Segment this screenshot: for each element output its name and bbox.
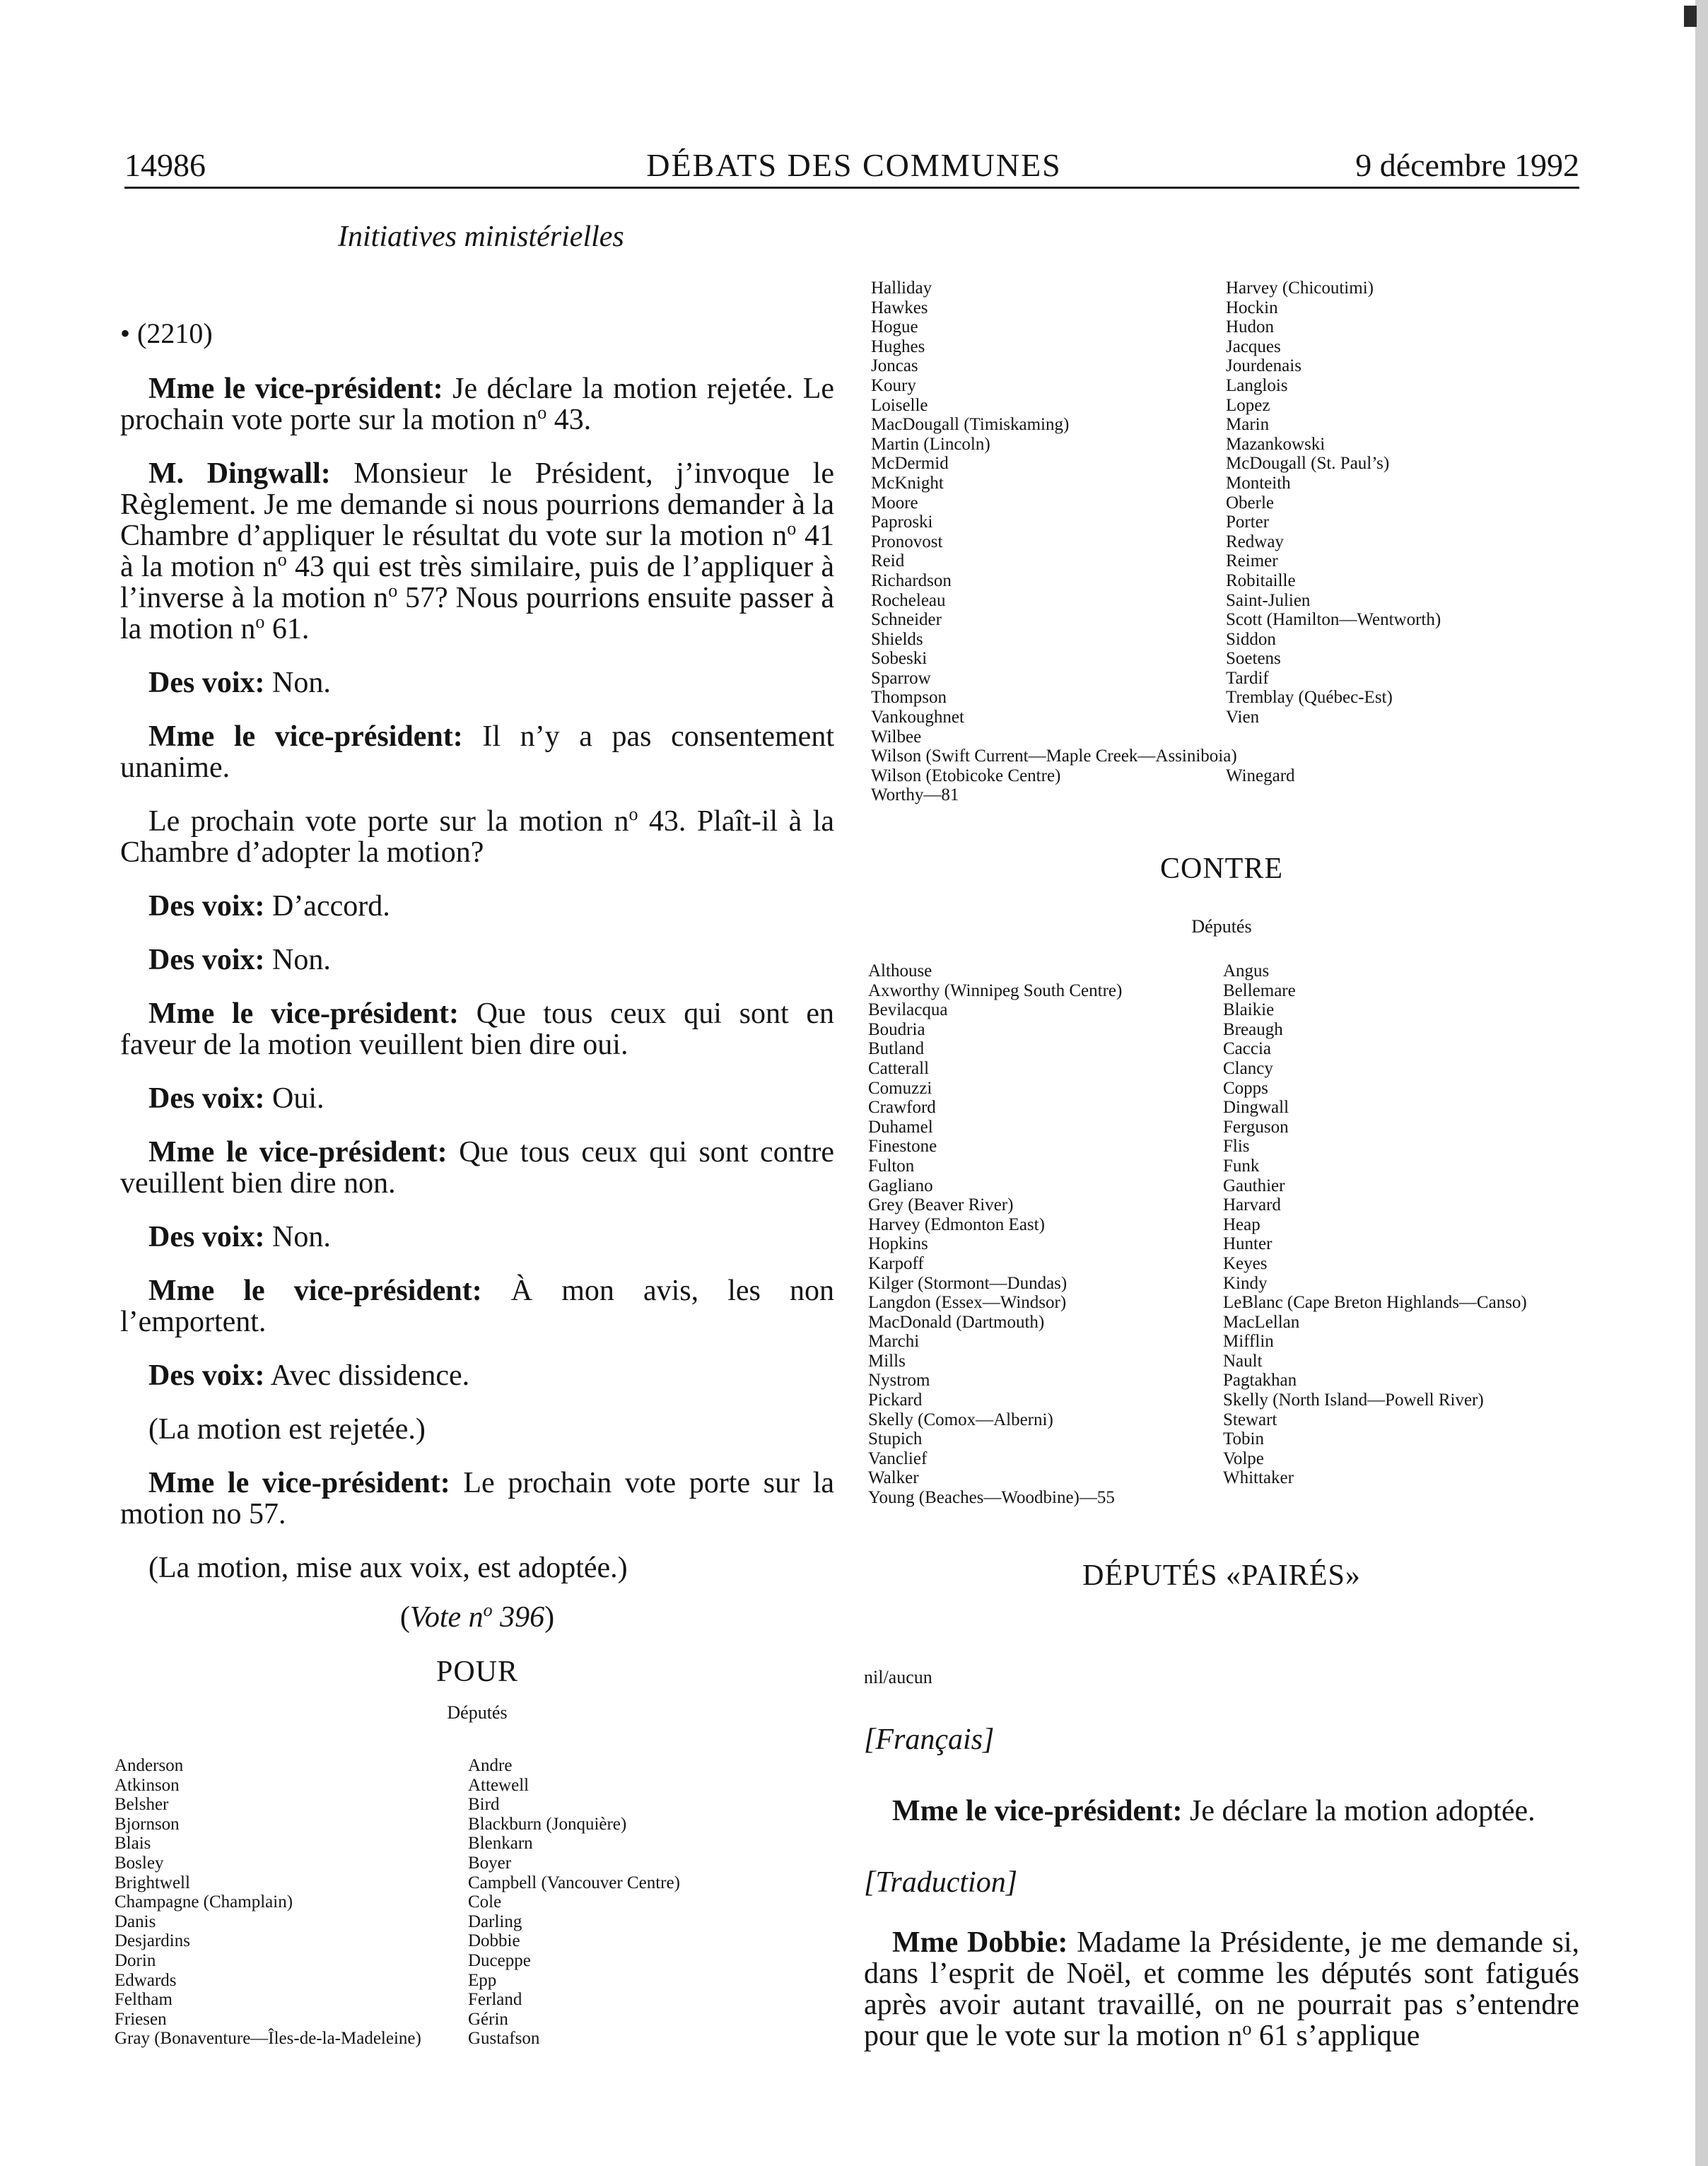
- member-name: Keyes: [1223, 1253, 1268, 1273]
- member-name: Mazankowski: [1226, 434, 1326, 454]
- paragraph: (La motion, mise aux voix, est adoptée.): [148, 1552, 628, 1584]
- member-name: Thompson: [871, 688, 947, 708]
- member-name: Anderson: [115, 1756, 184, 1775]
- speaker: Mme le vice-président:: [892, 1795, 1183, 1827]
- member-name: Walker: [868, 1468, 919, 1488]
- member-name: Gray (Bonaventure—Îles-de-la-Madeleine): [115, 2029, 421, 2049]
- member-name: Gérin: [468, 2009, 508, 2029]
- timestamp: • (2210): [120, 317, 213, 349]
- member-name: Belsher: [115, 1795, 169, 1815]
- pour-list-left: [115, 1756, 421, 2049]
- member-name: Tobin: [1223, 1429, 1264, 1449]
- member-name: Attewell: [468, 1775, 530, 1795]
- member-name: Tardif: [1226, 668, 1269, 688]
- member-name: Monteith: [1226, 473, 1291, 493]
- member-name: Epp: [468, 1970, 497, 1990]
- member-name: Skelly (North Island—Powell River): [1223, 1391, 1484, 1410]
- paragraph: Mme le vice-président: Je déclare la motion adoptée.: [892, 1795, 1536, 1827]
- speaker: Mme le vice-président:: [148, 373, 443, 405]
- speaker: Des voix:: [148, 1359, 265, 1392]
- member-name: Joncas: [871, 356, 918, 376]
- contre-heading: CONTRE: [1160, 853, 1283, 885]
- member-name: Wilson (Swift Current—Maple Creek—Assiniboia): [871, 747, 1237, 766]
- speaker: Des voix:: [148, 1082, 265, 1115]
- member-name: Harvey (Chicoutimi): [1226, 279, 1374, 298]
- publication-title: DÉBATS DES COMMUNES: [646, 147, 1062, 183]
- member-name: Reimer: [1226, 551, 1278, 571]
- member-name: Whittaker: [1223, 1468, 1294, 1488]
- member-name: Tremblay (Québec-Est): [1226, 688, 1393, 708]
- pour-list-continued-left: [871, 279, 1237, 805]
- member-name: Ferguson: [1223, 1117, 1289, 1137]
- member-name: MacDougall (Timiskaming): [871, 415, 1070, 435]
- speaker: Mme le vice-président:: [148, 1467, 450, 1499]
- member-name: Gustafson: [468, 2029, 540, 2049]
- vote-number: (Vote $n^o$ 396): [399, 1600, 555, 1634]
- member-name: Hogue: [871, 317, 918, 337]
- member-name: Cole: [468, 1892, 502, 1912]
- paragraph: (La motion est rejetée.): [148, 1413, 426, 1446]
- member-name: Harvey (Edmonton East): [868, 1214, 1045, 1234]
- member-name: Blackburn (Jonquière): [468, 1814, 627, 1834]
- member-name: Bevilacqua: [868, 1000, 948, 1020]
- member-name: McKnight: [871, 473, 944, 493]
- member-name: Bjornson: [115, 1814, 180, 1834]
- member-name: Grey (Beaver River): [868, 1195, 1014, 1215]
- member-name: Mills: [868, 1351, 906, 1371]
- member-name: Saint-Julien: [1226, 590, 1311, 610]
- contre-list-left: [868, 961, 1122, 1508]
- speaker: Mme le vice-président:: [148, 1275, 482, 1307]
- member-name: [1226, 785, 1441, 805]
- member-name: Nault: [1223, 1351, 1263, 1371]
- member-name: Stupich: [868, 1429, 923, 1449]
- member-name: Funk: [1223, 1156, 1260, 1176]
- francais-label: [Français]: [864, 1723, 995, 1756]
- member-name: Blaikie: [1223, 1000, 1275, 1020]
- pour-list-right: [468, 1756, 680, 2049]
- member-name: Marin: [1226, 415, 1270, 435]
- member-name: Koury: [871, 375, 916, 395]
- member-name: [1226, 747, 1441, 766]
- paragraph: Mme Dobbie: Madame la Présidente, je me demande si, dans l’esprit de Noël, et comme les députés sont fatigués après avoir autant travaillé, on ne pourrait pas s’entendre pour que le vote sur la motion $n^o$ 61 s’applique: [864, 1926, 1579, 2052]
- speaker: M. Dingwall:: [148, 457, 331, 490]
- paragraph: Des voix: Non.: [148, 667, 331, 699]
- member-name: Axworthy (Winnipeg South Centre): [868, 980, 1123, 1000]
- member-name: Jacques: [1226, 336, 1281, 356]
- member-name: Skelly (Comox—Alberni): [868, 1410, 1053, 1429]
- member-name: Rocheleau: [871, 590, 946, 610]
- member-name: Brightwell: [115, 1873, 190, 1892]
- member-name: Hockin: [1226, 298, 1278, 317]
- member-name: LeBlanc (Cape Breton Highlands—Canso): [1223, 1293, 1527, 1313]
- paragraph: Mme le vice-président: À mon avis, les non l’emportent.: [120, 1275, 834, 1338]
- member-name: [1226, 727, 1441, 747]
- member-name: Bosley: [115, 1853, 164, 1873]
- member-name: Loiselle: [871, 395, 928, 415]
- member-name: Feltham: [115, 1990, 172, 2010]
- header-rule: [124, 187, 1579, 189]
- paragraph: Des voix: Oui.: [148, 1082, 324, 1115]
- speaker: Mme le vice-président:: [148, 1136, 448, 1169]
- speaker: Des voix:: [148, 890, 265, 923]
- member-name: Richardson: [871, 570, 952, 590]
- page-number: 14986: [124, 147, 206, 183]
- member-name: Siddon: [1226, 629, 1276, 649]
- member-name: Atkinson: [115, 1775, 180, 1795]
- member-name: Comuzzi: [868, 1078, 932, 1098]
- member-name: Harvard: [1223, 1195, 1281, 1215]
- member-name: Caccia: [1223, 1039, 1272, 1059]
- member-name: Lopez: [1226, 395, 1270, 415]
- paragraph: Mme le vice-président: Le prochain vote porte sur la motion no 57.: [120, 1467, 834, 1530]
- member-name: Vien: [1226, 708, 1260, 727]
- member-name: [1223, 1488, 1527, 1508]
- paragraph: Mme le vice-président: Il n’y a pas consentement unanime.: [120, 720, 834, 784]
- left-column: [120, 318, 834, 1723]
- speaker: Des voix:: [148, 667, 265, 699]
- member-name: Karpoff: [868, 1253, 924, 1273]
- member-name: Gauthier: [1223, 1176, 1285, 1195]
- member-name: Bellemare: [1223, 980, 1296, 1000]
- member-name: Shields: [871, 629, 923, 649]
- pour-heading: POUR: [435, 1656, 519, 1688]
- member-name: Danis: [115, 1912, 156, 1931]
- member-name: Edwards: [115, 1970, 177, 1990]
- member-name: Schneider: [871, 610, 942, 630]
- member-name: Finestone: [868, 1137, 937, 1157]
- contre-list-right: [1223, 961, 1527, 1508]
- member-name: Friesen: [115, 2009, 167, 2029]
- paragraph: Des voix: Avec dissidence.: [148, 1359, 470, 1392]
- member-name: Oberle: [1226, 493, 1275, 513]
- member-name: Dorin: [115, 1950, 156, 1970]
- member-name: Stewart: [1223, 1410, 1277, 1429]
- member-name: Winegard: [1226, 766, 1295, 785]
- member-name: Hudon: [1226, 317, 1275, 337]
- paragraph: Mme le vice-président: Que tous ceux qui sont contre veuillent bien dire non.: [120, 1136, 834, 1200]
- member-name: Sobeski: [871, 649, 928, 669]
- member-name: Moore: [871, 493, 918, 513]
- member-name: Gagliano: [868, 1176, 933, 1195]
- traduction-label: [Traduction]: [864, 1866, 1018, 1899]
- member-name: Campbell (Vancouver Centre): [468, 1873, 680, 1892]
- member-name: Vankoughnet: [871, 708, 964, 727]
- member-name: Langlois: [1226, 375, 1288, 395]
- member-name: Volpe: [1223, 1448, 1264, 1468]
- speaker: Mme le vice-président:: [148, 720, 463, 753]
- member-name: Bird: [468, 1795, 500, 1815]
- member-name: Pronovost: [871, 532, 943, 551]
- member-name: Kilger (Stormont—Dundas): [868, 1273, 1068, 1293]
- member-name: Ferland: [468, 1990, 522, 2010]
- member-name: McDermid: [871, 454, 949, 474]
- section-title: Initiatives ministérielles: [338, 221, 624, 253]
- member-name: Catterall: [868, 1058, 930, 1078]
- member-name: Angus: [1223, 961, 1270, 980]
- paired-heading: DÉPUTÉS «PAIRÉS»: [1082, 1559, 1361, 1592]
- member-name: Duceppe: [468, 1950, 531, 1970]
- scan-mark: [1684, 6, 1697, 27]
- member-name: Boyer: [468, 1853, 512, 1873]
- member-name: Pagtakhan: [1223, 1371, 1297, 1391]
- member-name: Boudria: [868, 1019, 925, 1039]
- member-name: Soetens: [1226, 649, 1281, 669]
- member-name: Hopkins: [868, 1234, 928, 1254]
- speaker: Mme le vice-président:: [148, 997, 459, 1030]
- speaker: Des voix:: [148, 1221, 265, 1253]
- member-name: Fulton: [868, 1156, 915, 1176]
- member-name: Martin (Lincoln): [871, 434, 990, 454]
- member-name: Blais: [115, 1834, 151, 1854]
- member-name: Paproski: [871, 513, 933, 532]
- member-name: Kindy: [1223, 1273, 1268, 1293]
- member-name: Porter: [1226, 513, 1270, 532]
- speaker: Mme Dobbie:: [892, 1926, 1068, 1959]
- paragraph: Des voix: Non.: [148, 944, 331, 976]
- member-name: Darling: [468, 1912, 522, 1931]
- member-name: Hawkes: [871, 298, 928, 317]
- member-name: Copps: [1223, 1078, 1268, 1098]
- paragraph: M. Dingwall: Monsieur le Président, j’invoque le Règlement. Je me demande si nous pourrions demander à la Chambre d’appliquer le résultat du vote sur la motion $n^o$ 41 à la motion $n^o$ 43 qui est très similaire, puis de l’appliquer à l’inverse à la motion $n^o$ 57? Nous pourrions ensuite passer à la motion $n^o$ 61.: [120, 457, 835, 645]
- pour-list-continued-right: [1226, 279, 1441, 805]
- member-name: Sparrow: [871, 668, 931, 688]
- member-name: Marchi: [868, 1332, 920, 1352]
- member-name: Langdon (Essex—Windsor): [868, 1293, 1067, 1313]
- paired-text: nil/aucun: [864, 1667, 932, 1687]
- member-name: Dingwall: [1223, 1098, 1289, 1118]
- member-name: Jourdenais: [1226, 356, 1302, 376]
- member-name: Desjardins: [115, 1931, 190, 1951]
- member-name: Blenkarn: [468, 1834, 533, 1854]
- member-name: Hughes: [871, 336, 925, 356]
- member-name: Althouse: [868, 961, 932, 980]
- member-name: Heap: [1223, 1214, 1260, 1234]
- paragraph: Mme le vice-président: Je déclare la motion rejetée. Le prochain vote porte sur la motion $n^o$ 43.: [120, 373, 834, 436]
- contre-subheading: Députés: [1191, 916, 1252, 937]
- member-name: Wilbee: [871, 727, 922, 747]
- member-name: Worthy—81: [871, 785, 959, 805]
- member-name: MacDonald (Dartmouth): [868, 1312, 1045, 1332]
- member-name: Redway: [1226, 532, 1284, 551]
- member-name: Champagne (Champlain): [115, 1892, 293, 1912]
- member-name: Flis: [1223, 1137, 1250, 1157]
- member-name: Reid: [871, 551, 905, 571]
- member-name: Wilson (Etobicoke Centre): [871, 766, 1061, 785]
- member-name: Breaugh: [1223, 1019, 1283, 1039]
- member-name: Halliday: [871, 279, 932, 298]
- member-name: Duhamel: [868, 1117, 933, 1137]
- member-name: Pickard: [868, 1391, 923, 1410]
- member-name: Nystrom: [868, 1371, 930, 1391]
- member-name: Scott (Hamilton—Wentworth): [1226, 610, 1441, 630]
- member-name: MacLellan: [1223, 1312, 1300, 1332]
- member-name: Vanclief: [868, 1448, 928, 1468]
- issue-date: 9 décembre 1992: [1355, 147, 1579, 183]
- member-name: Robitaille: [1226, 570, 1296, 590]
- paragraph: Le prochain vote porte sur la motion $n^o$ 43. Plaît-il à la Chambre d’adopter la motion?: [120, 804, 834, 869]
- member-name: Dobbie: [468, 1931, 520, 1951]
- member-name: Crawford: [868, 1098, 936, 1118]
- speaker: Des voix:: [148, 944, 265, 976]
- pour-subheading: Députés: [447, 1702, 508, 1723]
- scan-edge-shadow: [1695, 0, 1708, 2166]
- member-name: McDougall (St. Paul’s): [1226, 454, 1390, 474]
- paragraph: Mme le vice-président: Que tous ceux qui sont en faveur de la motion veuillent bien dire oui.: [120, 997, 834, 1061]
- member-name: Clancy: [1223, 1058, 1273, 1078]
- member-name: Mifflin: [1223, 1332, 1274, 1352]
- member-name: Butland: [868, 1039, 925, 1059]
- member-name: Andre: [468, 1756, 513, 1775]
- paragraph: Des voix: D’accord.: [148, 890, 390, 923]
- paragraph: Des voix: Non.: [148, 1221, 331, 1253]
- member-name: Young (Beaches—Woodbine)—55: [868, 1488, 1115, 1508]
- member-name: Hunter: [1223, 1234, 1273, 1254]
